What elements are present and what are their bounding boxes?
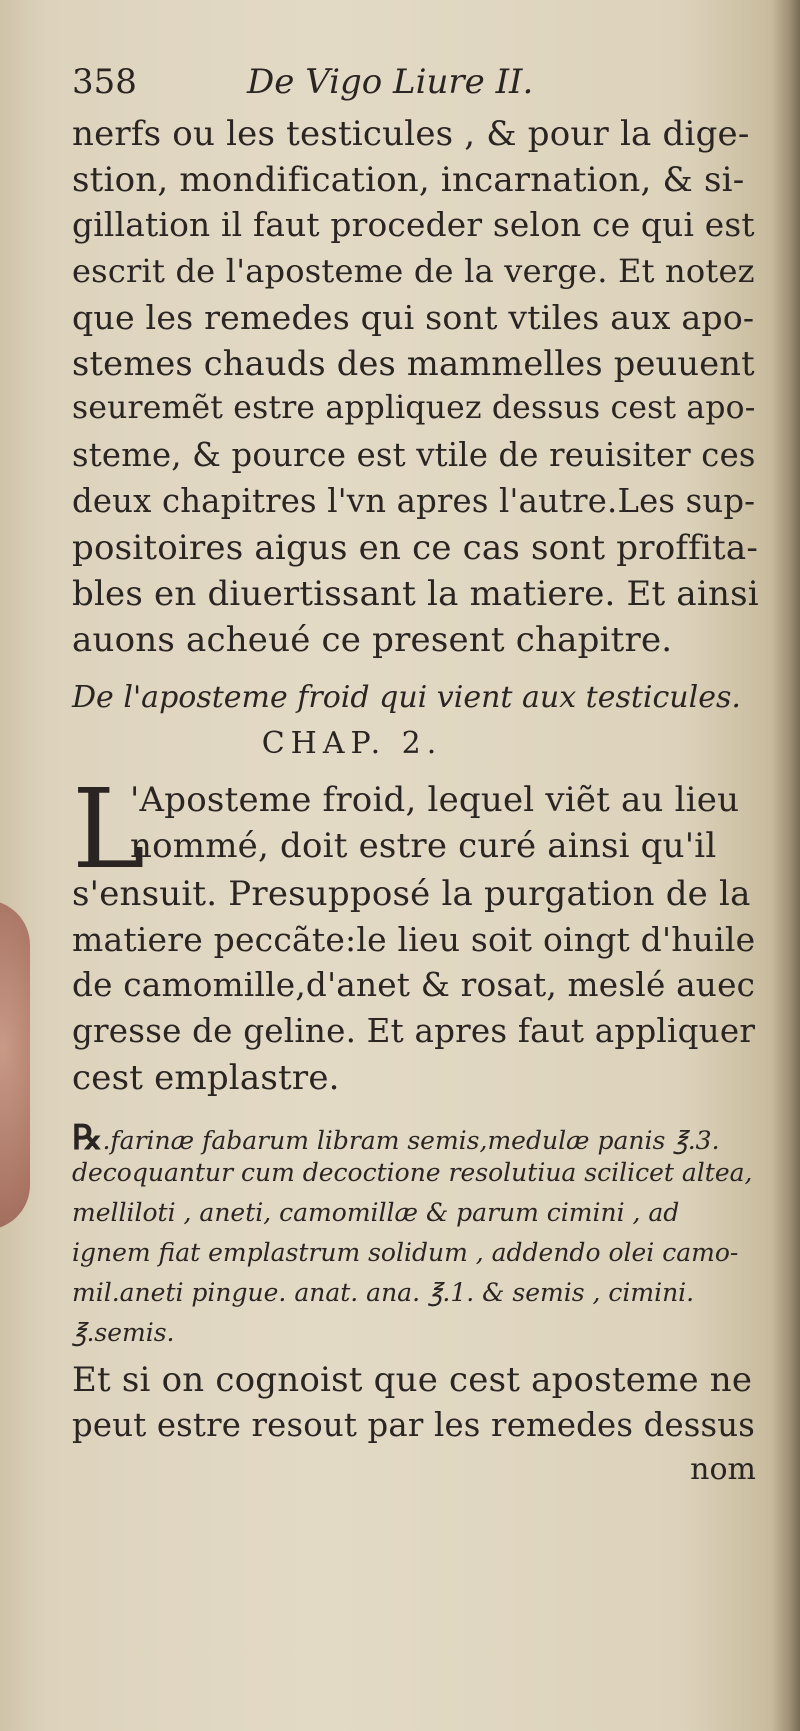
- text-line: gresse de geline. Et apres faut appliquer: [72, 1012, 756, 1050]
- page-number: 358: [72, 62, 137, 102]
- recipe-text: .farinæ fabarum libram semis,medulæ panis ℥.3.: [102, 1126, 720, 1155]
- text-line: nommé, doit estre curé ainsi qu'il: [130, 826, 717, 866]
- page-edge-shadow: [772, 0, 800, 1731]
- chapter-label: CHAP. 2.: [261, 726, 443, 761]
- text-line: deux chapitres l'vn apres l'autre.Les sup-: [72, 482, 756, 520]
- text-line: seuremẽt estre appliquez dessus cest apo-: [72, 390, 756, 426]
- recipe-symbol: ℞: [72, 1118, 103, 1158]
- text-line: nerfs ou les testicules , & pour la dige-: [72, 114, 750, 154]
- section-heading: De l'aposteme froid qui vient aux testicules.: [72, 680, 741, 715]
- recipe-line: decoquantur cum decoctione resolutiua scilicet altea,: [72, 1158, 753, 1187]
- text-line: bles en diuertissant la matiere. Et ainsi: [72, 574, 759, 614]
- text-line: positoires aigus en ce cas sont proffita-: [72, 528, 759, 568]
- recipe-line: ignem fiat emplastrum solidum , addendo olei camo-: [72, 1238, 739, 1267]
- text-line: stemes chauds des mammelles peuuent: [72, 344, 755, 383]
- recipe-line: mil.aneti pingue. anat. ana. ℥.1. & semis , cimini.: [72, 1278, 695, 1307]
- recipe-line: [72, 1118, 720, 1158]
- text-line: auons acheué ce present chapitre.: [72, 620, 673, 660]
- drop-cap: L: [72, 765, 146, 893]
- text-line: stion, mondification, incarnation, & si-: [72, 160, 745, 200]
- text-line: de camomille,d'anet & rosat, meslé auec: [72, 966, 756, 1004]
- thumb: [0, 900, 30, 1230]
- text-line: s'ensuit. Presupposé la purgation de la: [72, 874, 751, 914]
- text-line: gillation il faut proceder selon ce qui est: [72, 206, 755, 244]
- text-line: Et si on cognoist que cest aposteme ne: [72, 1360, 753, 1400]
- text-line: 'Aposteme froid, lequel viẽt au lieu: [130, 780, 740, 820]
- text-line: peut estre resout par les remedes dessus: [72, 1406, 756, 1444]
- catchword: nom: [690, 1452, 756, 1487]
- text-line: que les remedes qui sont vtiles aux apo-: [72, 298, 755, 337]
- text-line: matiere peccãte:le lieu soit oingt d'huile: [72, 920, 756, 959]
- running-title: De Vigo Liure II.: [247, 62, 534, 102]
- text-line: escrit de l'aposteme de la verge. Et notez: [72, 252, 755, 290]
- text-line: cest emplastre.: [72, 1058, 340, 1098]
- text-line: steme, & pource est vtile de reuisiter ces: [72, 436, 756, 474]
- recipe-line: melliloti , aneti, camomillæ & parum cimini , ad: [72, 1198, 680, 1227]
- running-head: [72, 62, 762, 112]
- recipe-line: ℥.semis.: [72, 1318, 175, 1347]
